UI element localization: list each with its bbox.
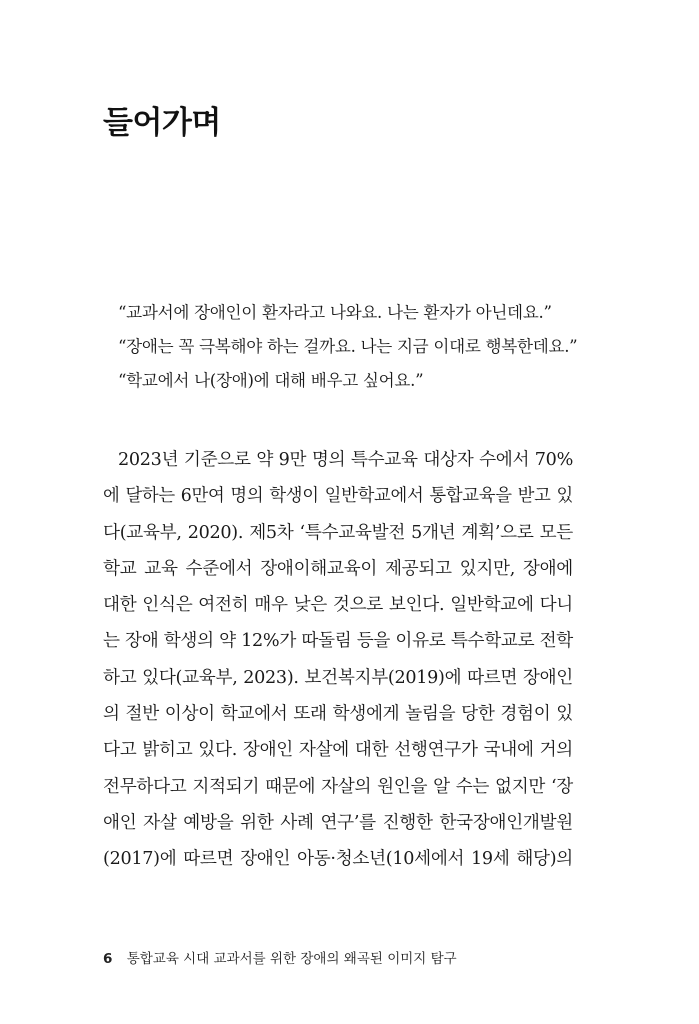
quote-block: [118, 296, 598, 398]
quote-line: “학교에서 나(장애)에 대해 배우고 싶어요.”: [118, 371, 424, 390]
body-line: 하고 있다(교육부, 2023). 보건복지부(2019)에 따르면 장애인: [103, 667, 573, 688]
page-footer: [103, 947, 457, 967]
body-line: 다(교육부, 2020). 제5차 ‘특수교육발전 5개년 계획’으로 모든: [103, 522, 573, 543]
body-paragraph: [103, 442, 573, 878]
body-line: 2023년 기준으로 약 9만 명의 특수교육 대상자 수에서 70%: [118, 450, 573, 470]
body-line: 다고 밝히고 있다. 장애인 자살에 대한 선행연구가 국내에 거의: [103, 740, 573, 761]
body-line: 의 절반 이상이 학교에서 또래 학생에게 놀림을 당한 경험이 있: [103, 704, 573, 725]
body-line: 전무하다고 지적되기 때문에 자살의 원인을 알 수는 없지만 ‘장: [103, 776, 573, 797]
quote-line: “교과서에 장애인이 환자라고 나와요. 나는 환자가 아닌데요.”: [118, 303, 552, 322]
body-line: 학교 교육 수준에서 장애이해교육이 제공되고 있지만, 장애에: [103, 558, 573, 579]
body-line: 대한 인식은 여전히 매우 낮은 것으로 보인다. 일반학교에 다니: [103, 595, 573, 616]
quote-line: “장애는 꼭 극복해야 하는 걸까요. 나는 지금 이대로 행복한데요.”: [118, 337, 578, 356]
body-line: 는 장애 학생의 약 12%가 따돌림 등을 이유로 특수학교로 전학: [103, 631, 573, 652]
body-line: 에 달하는 6만여 명의 학생이 일반학교에서 통합교육을 받고 있: [103, 486, 573, 507]
body-line: (2017)에 따르면 장애인 아동·청소년(10세에서 19세 해당)의: [103, 849, 573, 870]
running-title: 통합교육 시대 교과서를 위한 장애의 왜곡된 이미지 탐구: [126, 951, 457, 967]
body-line: 애인 자살 예방을 위한 사례 연구’를 진행한 한국장애인개발원: [103, 812, 573, 833]
chapter-title: 들어가며: [103, 105, 221, 141]
page-number: 6: [103, 951, 113, 967]
